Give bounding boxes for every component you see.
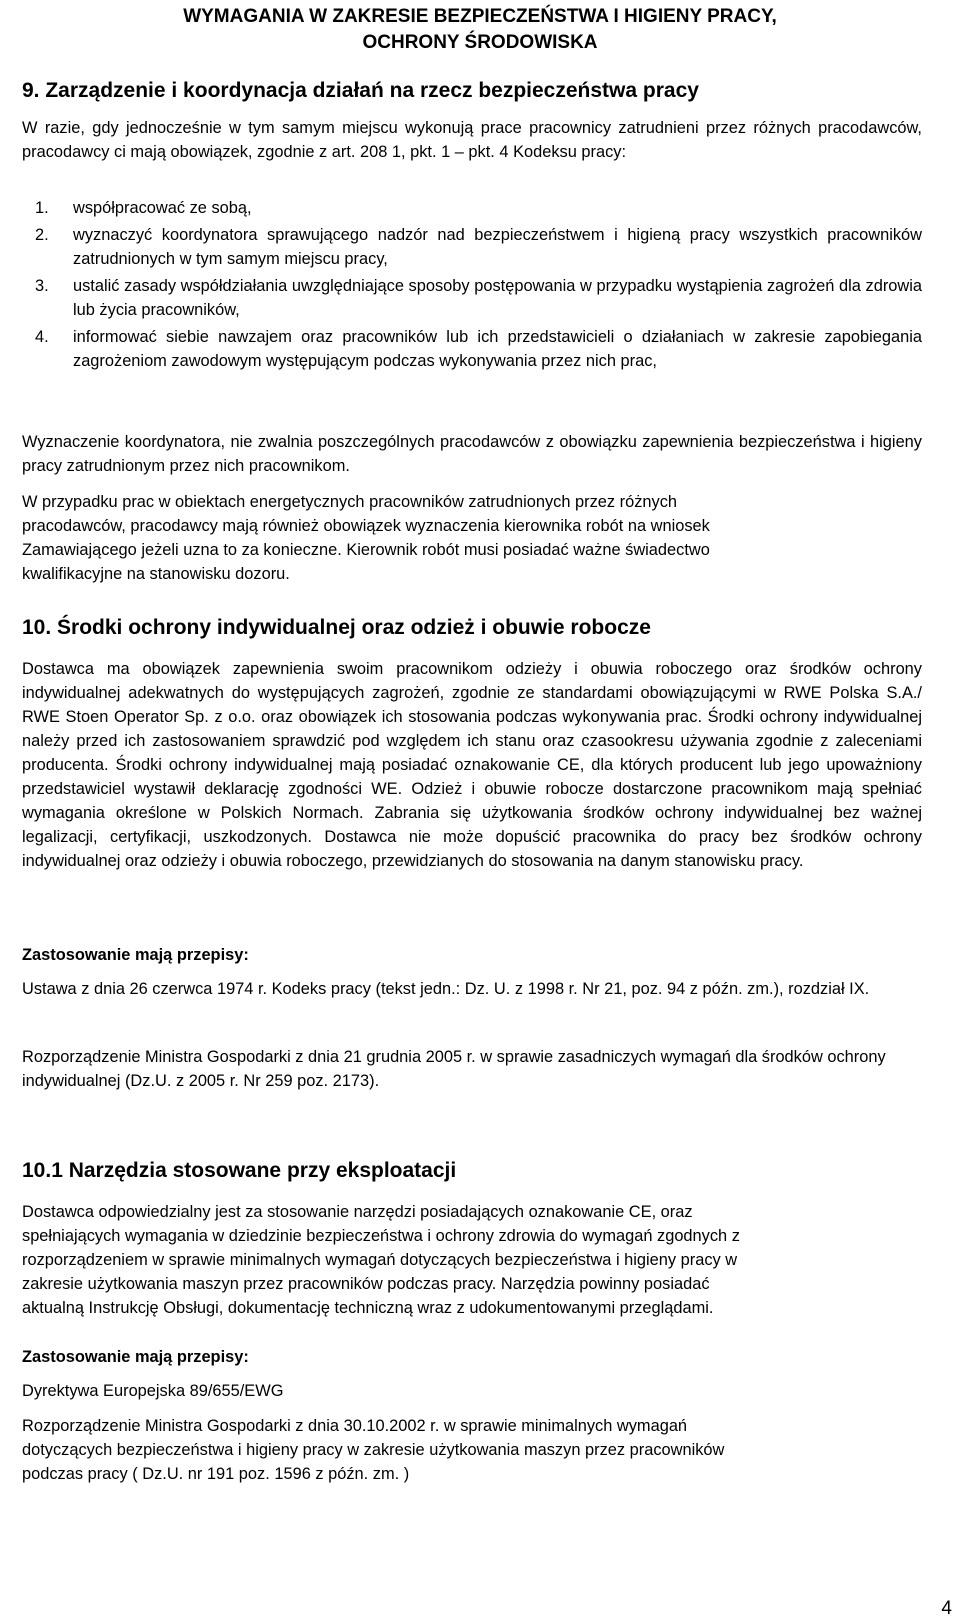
section-9-intro bbox=[0, 116, 960, 164]
paragraph-koordynator-text: Wyznaczenie koordynatora, nie zwalnia poszczególnych pracodawców z obowiązku zapewnienia bezpieczeństwa i higieny pracy zatrudnionym przez nich pracownikom. bbox=[22, 433, 922, 475]
reg-text: Ustawa z dnia 26 czerwca 1974 r. Kodeks pracy (tekst jedn.: Dz. U. z 1998 r. Nr 21, poz. 94 z późn. zm.), rozdział IX. bbox=[22, 980, 870, 998]
text-line: rozporządzeniem w sprawie minimalnych wymagań dotyczących bezpieczeństwa i higieny pracy w bbox=[22, 1251, 738, 1269]
section-10-regs-heading: Zastosowanie mają przepisy: bbox=[22, 946, 249, 964]
list-item-text: ustalić zasady współdziałania uwzględniające sposoby postępowania w przypadku wystąpienia zagrożeń dla zdrowia lub życia pracowników, bbox=[73, 277, 922, 319]
paragraph-energetyczne bbox=[0, 490, 960, 586]
section-10-1-body bbox=[0, 1200, 960, 1320]
section-9-intro-text: W razie, gdy jednocześnie w tym samym miejscu wykonują prace pracownicy zatrudnieni przez różnych pracodawców, pracodawcy ci mają obowiązek, zgodnie z art. 208 1, pkt. 1 – pkt. 4 Kodeksu pracy: bbox=[22, 119, 922, 161]
text-line: Zamawiającego jeżeli uzna to za konieczne. Kierownik robót musi posiadać ważne świadectwo bbox=[22, 541, 710, 559]
section-10-1-title: 10.1 Narzędzia stosowane przy eksploatacji bbox=[22, 1159, 457, 1182]
section-9-list bbox=[0, 196, 960, 373]
text-line: pracodawców, pracodawcy mają również obowiązek wyznaczenia kierownika robót na wniosek bbox=[22, 517, 710, 535]
page-number: 4 bbox=[941, 1598, 952, 1619]
header-line-1: WYMAGANIA W ZAKRESIE BEZPIECZEŃSTWA I HIGIENY PRACY, bbox=[183, 6, 777, 27]
section-10-1-regs-heading: Zastosowanie mają przepisy: bbox=[22, 1348, 249, 1366]
text-line: zakresie użytkowania maszyn przez pracowników podczas pracy. Narzędzia powinny posiadać bbox=[22, 1275, 710, 1293]
text-line: dotyczących bezpieczeństwa i higieny pracy w zakresie użytkowania maszyn przez pracowników bbox=[22, 1441, 725, 1459]
document-header bbox=[0, 4, 960, 56]
section-10-reg-1 bbox=[0, 977, 960, 1001]
reg-text: Rozporządzenie Ministra Gospodarki z dnia 21 grudnia 2005 r. w sprawie zasadniczych wymagań dla środków ochrony indywidualnej (Dz.U. z 2005 r. Nr 259 poz. 2173). bbox=[22, 1048, 886, 1090]
text-line: Rozporządzenie Ministra Gospodarki z dnia 30.10.2002 r. w sprawie minimalnych wymagań bbox=[22, 1417, 688, 1435]
section-10-title: 10. Środki ochrony indywidualnej oraz odzież i obuwie robocze bbox=[22, 616, 651, 639]
section-10-1-reg-2 bbox=[0, 1414, 960, 1486]
header-line-2: OCHRONY ŚRODOWISKA bbox=[362, 32, 598, 53]
list-item bbox=[0, 223, 922, 271]
text-line: spełniających wymagania w dziedzinie bezpieczeństwa i ochrony zdrowia do wymagań zgodnych z bbox=[22, 1227, 740, 1245]
text-line: podczas pracy ( Dz.U. nr 191 poz. 1596 z późn. zm. ) bbox=[22, 1465, 410, 1483]
paragraph-koordynator bbox=[0, 430, 960, 478]
list-item-number: 2. bbox=[35, 226, 49, 244]
text-line: aktualną Instrukcję Obsługi, dokumentację techniczną wraz z udokumentowanymi przeglądami. bbox=[22, 1299, 714, 1317]
list-item bbox=[0, 274, 922, 322]
list-item bbox=[0, 196, 922, 220]
text-line: W przypadku prac w obiektach energetycznych pracowników zatrudnionych przez różnych bbox=[22, 493, 678, 511]
section-10-body-text: Dostawca ma obowiązek zapewnienia swoim pracownikom odzieży i obuwia roboczego oraz środków ochrony indywidualnej adekwatnych do występujących zagrożeń, zgodnie ze standardami obowiązującymi w RWE Polska S.A./ RWE Stoen Operator Sp. z o.o. oraz obowiązek ich stosowania podczas wykonywania prac. Środki ochrony indywidualnej należy przed ich zastosowaniem sprawdzić pod względem ich stanu oraz czasookresu używania zgodnie z zaleceniami producenta. Środki ochrony indywidualnej mają posiadać oznakowanie CE, dla których producent lub jego upoważniony przedstawiciel wystawił deklarację zgodności WE. Odzież i obuwie robocze dostarczone pracownikom mają spełniać wymagania określone w Polskich Normach. Zabrania się użytkowania środków ochrony indywidualnej bez ważnej legalizacji, certyfikacji, uszkodzonych. Dostawca nie może dopuścić pracownika do pracy bez środków ochrony indywidualnej oraz odzieży i obuwia roboczego, przewidzianych do stosowania na danym stanowisku pracy. bbox=[22, 660, 922, 870]
list-item-number: 3. bbox=[35, 277, 49, 295]
section-10-reg-2 bbox=[0, 1045, 960, 1093]
list-item-number: 4. bbox=[35, 328, 49, 346]
section-10-1-reg-1: Dyrektywa Europejska 89/655/EWG bbox=[22, 1382, 284, 1400]
list-item-text: informować siebie nawzajem oraz pracowników lub ich przedstawicieli o działaniach w zakresie zapobiegania zagrożeniom zawodowym występującym podczas wykonywania przez nich prac, bbox=[73, 328, 922, 370]
list-item-text: wyznaczyć koordynatora sprawującego nadzór nad bezpieczeństwem i higieną pracy wszystkich pracowników zatrudnionych w tym samym miejscu pracy, bbox=[73, 226, 922, 268]
section-10-body bbox=[0, 657, 960, 873]
list-item-text: współpracować ze sobą, bbox=[73, 199, 252, 217]
list-item-number: 1. bbox=[35, 199, 49, 217]
section-9-title: 9. Zarządzenie i koordynacja działań na rzecz bezpieczeństwa pracy bbox=[22, 79, 699, 102]
list-item bbox=[0, 325, 922, 373]
text-line: Dostawca odpowiedzialny jest za stosowanie narzędzi posiadających oznakowanie CE, oraz bbox=[22, 1203, 693, 1221]
text-line: kwalifikacyjne na stanowisku dozoru. bbox=[22, 565, 290, 583]
